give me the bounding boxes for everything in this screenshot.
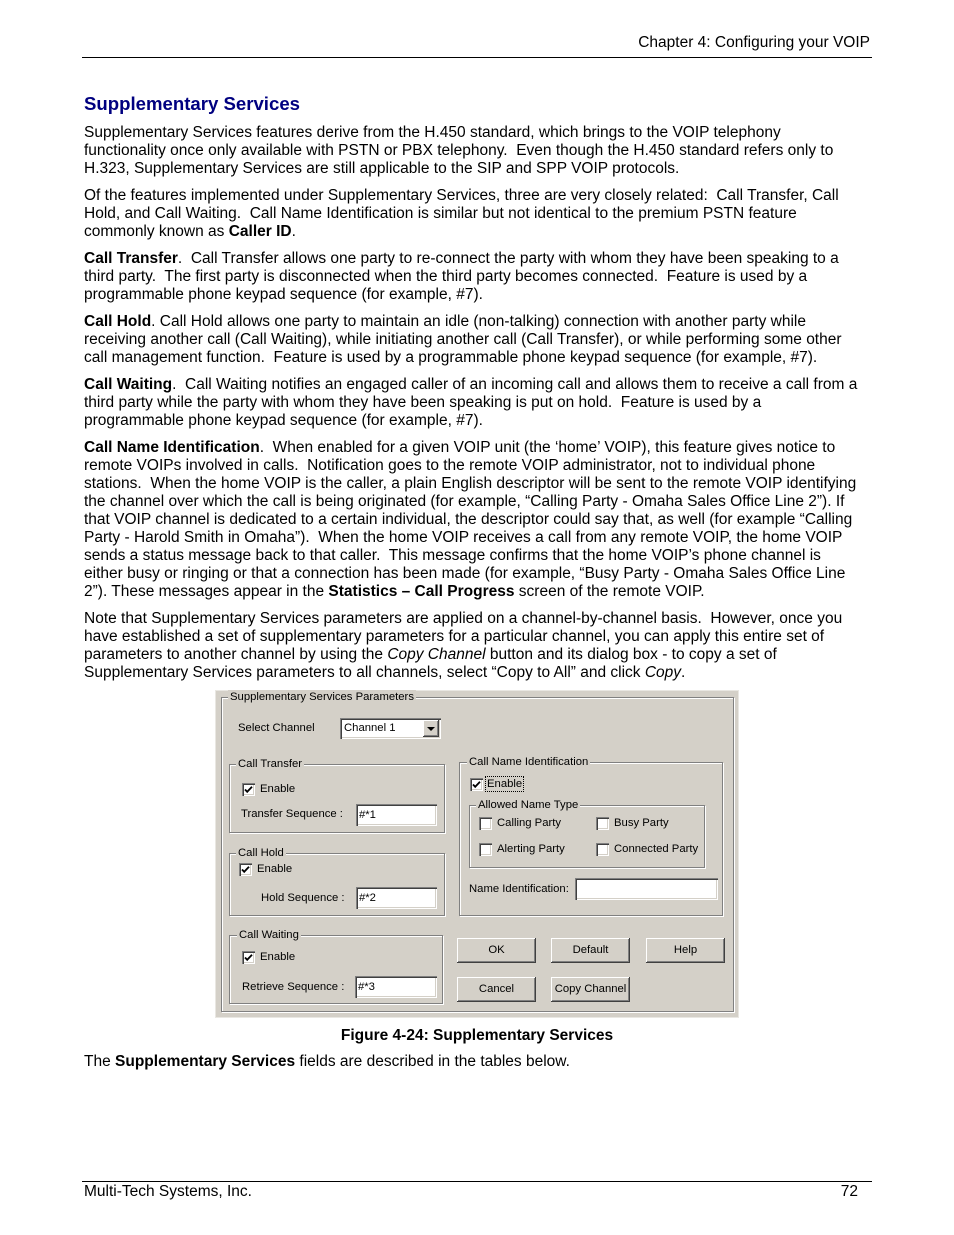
bold-text: Supplementary Services bbox=[115, 1053, 296, 1070]
supplementary-services-dialog bbox=[215, 690, 739, 1018]
text-run: functionality once only available with PSTN or PBX telephony. Even though the H.450 standard refers only to bbox=[84, 142, 834, 159]
header-rule bbox=[82, 57, 872, 58]
figure-caption: Figure 4-24: Supplementary Services bbox=[340, 1027, 614, 1044]
retrieve-sequence-label: Retrieve Sequence : bbox=[242, 981, 345, 993]
allowed-name-type-title: Allowed Name Type bbox=[478, 799, 579, 811]
text-run: . Call Waiting notifies an engaged caller of an incoming call and allows them to receive a call from a bbox=[172, 376, 858, 393]
text-line bbox=[84, 511, 857, 529]
text-line bbox=[84, 160, 857, 178]
connected-party-checkbox[interactable] bbox=[596, 843, 609, 856]
hold-sequence-input[interactable] bbox=[356, 887, 437, 909]
bold-text: Call Transfer bbox=[84, 250, 178, 267]
text-line bbox=[84, 493, 857, 511]
page-number: 72 bbox=[840, 1183, 858, 1200]
transfer-sequence-input[interactable] bbox=[356, 804, 437, 826]
text-line bbox=[84, 124, 857, 142]
calling-party-checkbox[interactable] bbox=[479, 817, 492, 830]
name-identification-label: Name Identification: bbox=[469, 883, 569, 895]
connected-party-label: Connected Party bbox=[614, 843, 699, 855]
name-id-enable-checkbox[interactable] bbox=[470, 778, 483, 791]
text-run: . bbox=[681, 664, 686, 681]
paragraph bbox=[84, 376, 857, 430]
paragraph bbox=[84, 250, 857, 304]
section-title: Supplementary Services bbox=[84, 93, 300, 114]
checkmark-icon bbox=[470, 778, 483, 791]
text-line bbox=[84, 250, 857, 268]
waiting-enable-label: Enable bbox=[260, 951, 296, 963]
chevron-down-icon[interactable] bbox=[423, 720, 439, 737]
bold-text: Call Name Identification bbox=[84, 439, 260, 456]
text-line bbox=[84, 457, 857, 475]
text-run: stations. When the home VOIP is the caller, a plain English descriptor will be sent to the remote VOIP identifying bbox=[84, 475, 857, 492]
text-run: call management function. Feature is used by a programmable phone keypad sequence (for example, #7). bbox=[84, 349, 818, 366]
text-line bbox=[84, 529, 857, 547]
text-line bbox=[84, 412, 857, 430]
retrieve-sequence-input[interactable] bbox=[355, 976, 437, 998]
checkmark-icon bbox=[239, 863, 252, 876]
call-name-id-group-title: Call Name Identification bbox=[469, 756, 589, 768]
checkmark-icon bbox=[242, 951, 255, 964]
text-line bbox=[84, 628, 857, 646]
text-run: parameters to another channel by using the bbox=[84, 646, 388, 663]
text-line bbox=[84, 610, 857, 628]
chapter-header: Chapter 4: Configuring your VOIP bbox=[638, 34, 870, 51]
paragraph bbox=[84, 439, 857, 601]
text-run: have established a set of supplementary parameters for a particular channel, you can apply this entire set of bbox=[84, 628, 825, 645]
text-run: either busy or ringing or that a connection has been made (for example, “Busy Party - Omaha Sales Office Line bbox=[84, 565, 846, 582]
text-run: third party while the party with whom they have been speaking is put on hold. Feature is used by a bbox=[84, 394, 762, 411]
hold-sequence-label: Hold Sequence : bbox=[261, 892, 345, 904]
text-line bbox=[84, 205, 857, 223]
calling-party-label: Calling Party bbox=[497, 817, 562, 829]
text-run: screen of the remote VOIP. bbox=[514, 583, 705, 600]
call-hold-group-title: Call Hold bbox=[238, 847, 284, 859]
text-run: button and its dialog box - to copy a set of bbox=[485, 646, 777, 663]
channel-select-value: Channel 1 bbox=[344, 722, 396, 734]
text-run: The bbox=[84, 1053, 116, 1070]
text-line bbox=[84, 268, 857, 286]
paragraph bbox=[84, 610, 857, 682]
text-run: fields are described in the tables below. bbox=[295, 1053, 570, 1070]
ok-button[interactable]: OK bbox=[457, 938, 536, 963]
bold-text: Caller ID bbox=[228, 223, 292, 240]
text-run: . Call Transfer allows one party to re-connect the party with whom they have been speaking to a bbox=[177, 250, 839, 267]
bold-text: Call Hold bbox=[84, 313, 152, 330]
paragraph bbox=[84, 313, 857, 367]
hold-enable-checkbox[interactable] bbox=[239, 863, 252, 876]
footer-rule bbox=[82, 1181, 872, 1182]
text-line bbox=[84, 349, 857, 367]
text-line bbox=[84, 439, 857, 457]
text-run: programmable phone keypad sequence (for example, #7). bbox=[84, 286, 483, 303]
text-run: that VOIP channel is dedicated to a certain individual, the descriptor could say that, as well (for example “Calling bbox=[84, 511, 853, 528]
text-line bbox=[84, 223, 857, 241]
footer-company: Multi-Tech Systems, Inc. bbox=[84, 1183, 252, 1200]
waiting-enable-checkbox[interactable] bbox=[242, 951, 255, 964]
text-run: 2”). These messages appear in the bbox=[84, 583, 329, 600]
text-run: Note that Supplementary Services parameters are applied on a channel-by-channel basis. However, once you bbox=[84, 610, 843, 627]
text-run: Of the features implemented under Supplementary Services, three are very closely related: Call Transfer, Call bbox=[84, 187, 839, 204]
text-run: Supplementary Services parameters to all channels, select “Copy to All” and click bbox=[84, 664, 645, 681]
text-run: Party - Harold Smith in Omaha”). When the home VOIP receives a call from any remote VOIP, the home VOIP bbox=[84, 529, 843, 546]
paragraph bbox=[84, 124, 857, 178]
transfer-sequence-label: Transfer Sequence : bbox=[241, 808, 343, 820]
busy-party-checkbox[interactable] bbox=[596, 817, 609, 830]
cancel-button[interactable]: Cancel bbox=[457, 977, 536, 1002]
text-run: commonly known as bbox=[84, 223, 229, 240]
text-run: Hold, and Call Waiting. Call Name Identification is similar but not identical to the premium PSTN feature bbox=[84, 205, 797, 222]
bold-text: Call Waiting bbox=[84, 376, 173, 393]
channel-select[interactable] bbox=[340, 718, 441, 739]
italic-text: Copy Channel bbox=[387, 646, 486, 663]
help-button[interactable]: Help bbox=[646, 938, 725, 963]
text-line bbox=[84, 664, 857, 682]
alerting-party-checkbox[interactable] bbox=[479, 843, 492, 856]
busy-party-label: Busy Party bbox=[614, 817, 669, 829]
text-line bbox=[84, 394, 857, 412]
text-line bbox=[84, 286, 857, 304]
call-transfer-group-title: Call Transfer bbox=[238, 758, 303, 770]
parameters-group-title: Supplementary Services Parameters bbox=[230, 691, 414, 703]
copy-channel-button[interactable]: Copy Channel bbox=[551, 977, 630, 1002]
text-line bbox=[84, 565, 857, 583]
default-button[interactable]: Default bbox=[551, 938, 630, 963]
text-line bbox=[84, 475, 857, 493]
name-id-enable-label: Enable bbox=[487, 778, 523, 790]
text-run: . bbox=[291, 223, 296, 240]
text-line bbox=[84, 331, 857, 349]
text-line bbox=[84, 187, 857, 205]
body-text bbox=[84, 124, 857, 691]
text-run: the channel over which the call is being originated (for example, “Calling Party - Omaha Sales Office Line 2”). If bbox=[84, 493, 845, 510]
text-line bbox=[84, 142, 857, 160]
paragraph bbox=[84, 187, 857, 241]
text-run: sends a status message back to that caller. This message confirms that the home VOIP’s phone channel is bbox=[84, 547, 821, 564]
text-run: . When enabled for a given VOIP unit (the ‘home’ VOIP), this feature gives notice to bbox=[259, 439, 836, 456]
text-run: Supplementary Services features derive from the H.450 standard, which brings to the VOIP telephony bbox=[84, 124, 781, 141]
allowed-name-type-group bbox=[469, 799, 705, 868]
name-identification-input[interactable] bbox=[575, 878, 718, 900]
transfer-enable-checkbox[interactable] bbox=[242, 783, 255, 796]
hold-enable-label: Enable bbox=[257, 863, 293, 875]
text-run: third party. The first party is disconnected when the third party becomes connected. Feature is used by a bbox=[84, 268, 808, 285]
italic-text: Copy bbox=[644, 664, 682, 681]
text-line bbox=[84, 376, 857, 394]
call-waiting-group-title: Call Waiting bbox=[239, 929, 299, 941]
text-run: receiving another call (Call Waiting), while initiating another call (Call Transfer), or while performing some other bbox=[84, 331, 842, 348]
text-run: programmable phone keypad sequence (for example, #7). bbox=[84, 412, 483, 429]
text-line bbox=[84, 583, 857, 601]
transfer-enable-label: Enable bbox=[260, 783, 296, 795]
text-run: . Call Hold allows one party to maintain an idle (non-talking) connection with another party while bbox=[151, 313, 806, 330]
text-run: remote VOIPs involved in calls. Notification goes to the remote VOIP administrator, not to individual phone bbox=[84, 457, 816, 474]
checkmark-icon bbox=[242, 783, 255, 796]
text-line bbox=[84, 646, 857, 664]
text-run: H.323, Supplementary Services are still applicable to the SIP and SPP VOIP protocols. bbox=[84, 160, 680, 177]
alerting-party-label: Alerting Party bbox=[497, 843, 565, 855]
select-channel-label: Select Channel bbox=[238, 722, 315, 734]
bold-text: Statistics – Call Progress bbox=[328, 583, 515, 600]
text-line bbox=[84, 547, 857, 565]
figure-note bbox=[84, 1053, 570, 1071]
text-line bbox=[84, 313, 857, 331]
